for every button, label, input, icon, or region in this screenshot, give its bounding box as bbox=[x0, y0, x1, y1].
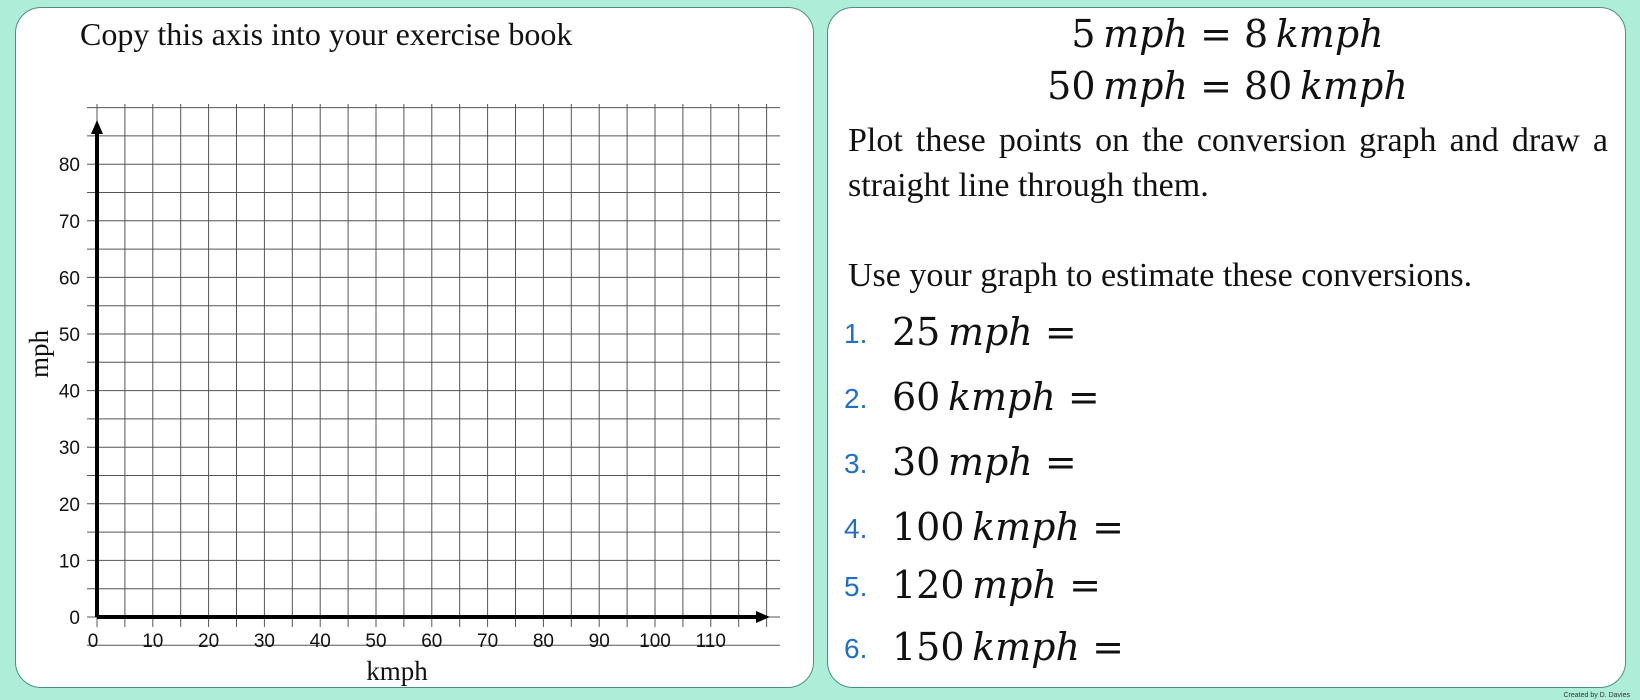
credit-text: Created by D. Davies bbox=[1563, 692, 1630, 699]
y-tick-label: 10 bbox=[58, 551, 80, 573]
conversion-graph-grid bbox=[16, 8, 813, 687]
questions-panel bbox=[827, 7, 1626, 688]
y-tick-label: 30 bbox=[58, 438, 80, 460]
conversion-equation-1: 5 mph = 8 kmph bbox=[1071, 12, 1384, 56]
question-expression: 30 mph = bbox=[892, 440, 1077, 484]
x-tick-label: 20 bbox=[198, 631, 220, 652]
plot-instruction: Plot these points on the conversion graph and draw a straight line through them. bbox=[848, 122, 1608, 204]
y-tick-label: 20 bbox=[58, 494, 80, 516]
x-axis-label: kmph bbox=[366, 656, 428, 686]
question-number: 4. bbox=[844, 513, 868, 544]
x-tick-label: 30 bbox=[253, 631, 275, 652]
x-tick-label: 40 bbox=[309, 631, 331, 652]
x-tick-label: 70 bbox=[477, 631, 499, 652]
x-tick-label: 80 bbox=[532, 631, 554, 652]
question-expression: 60 kmph = bbox=[892, 375, 1100, 419]
question-expression: 100 kmph = bbox=[892, 505, 1124, 549]
x-tick-label: 10 bbox=[142, 631, 164, 652]
question-expression: 150 kmph = bbox=[892, 625, 1124, 669]
y-tick-label: 40 bbox=[58, 381, 80, 403]
y-tick-label: 80 bbox=[58, 155, 80, 177]
y-tick-label: 60 bbox=[58, 268, 80, 290]
y-tick-label: 70 bbox=[58, 211, 80, 233]
x-tick-label: 50 bbox=[365, 631, 387, 652]
estimate-instruction: Use your graph to estimate these conversions. bbox=[848, 257, 1473, 294]
question-number: 2. bbox=[844, 383, 868, 414]
x-tick-label: 90 bbox=[588, 631, 610, 652]
graph-panel bbox=[15, 7, 814, 688]
x-tick-label: 100 bbox=[639, 631, 671, 652]
x-axis-arrow bbox=[756, 611, 770, 623]
question-expression: 120 mph = bbox=[892, 563, 1101, 607]
question-expression: 25 mph = bbox=[892, 310, 1077, 354]
question-number: 6. bbox=[844, 633, 868, 664]
y-axis-label: mph bbox=[24, 329, 54, 379]
instruction-text: Copy this axis into your exercise book bbox=[80, 16, 573, 52]
question-number: 5. bbox=[844, 571, 868, 602]
y-axis-arrow bbox=[91, 120, 103, 134]
question-number: 1. bbox=[844, 318, 868, 349]
x-tick-label: 110 bbox=[695, 631, 726, 652]
question-number: 3. bbox=[844, 448, 868, 479]
y-tick-label: 50 bbox=[58, 325, 80, 346]
x-tick-label: 0 bbox=[87, 631, 99, 652]
conversion-equation-2: 50 mph = 80 kmph bbox=[1047, 64, 1408, 108]
y-tick-label: 0 bbox=[69, 608, 80, 629]
x-tick-label: 60 bbox=[421, 631, 443, 652]
